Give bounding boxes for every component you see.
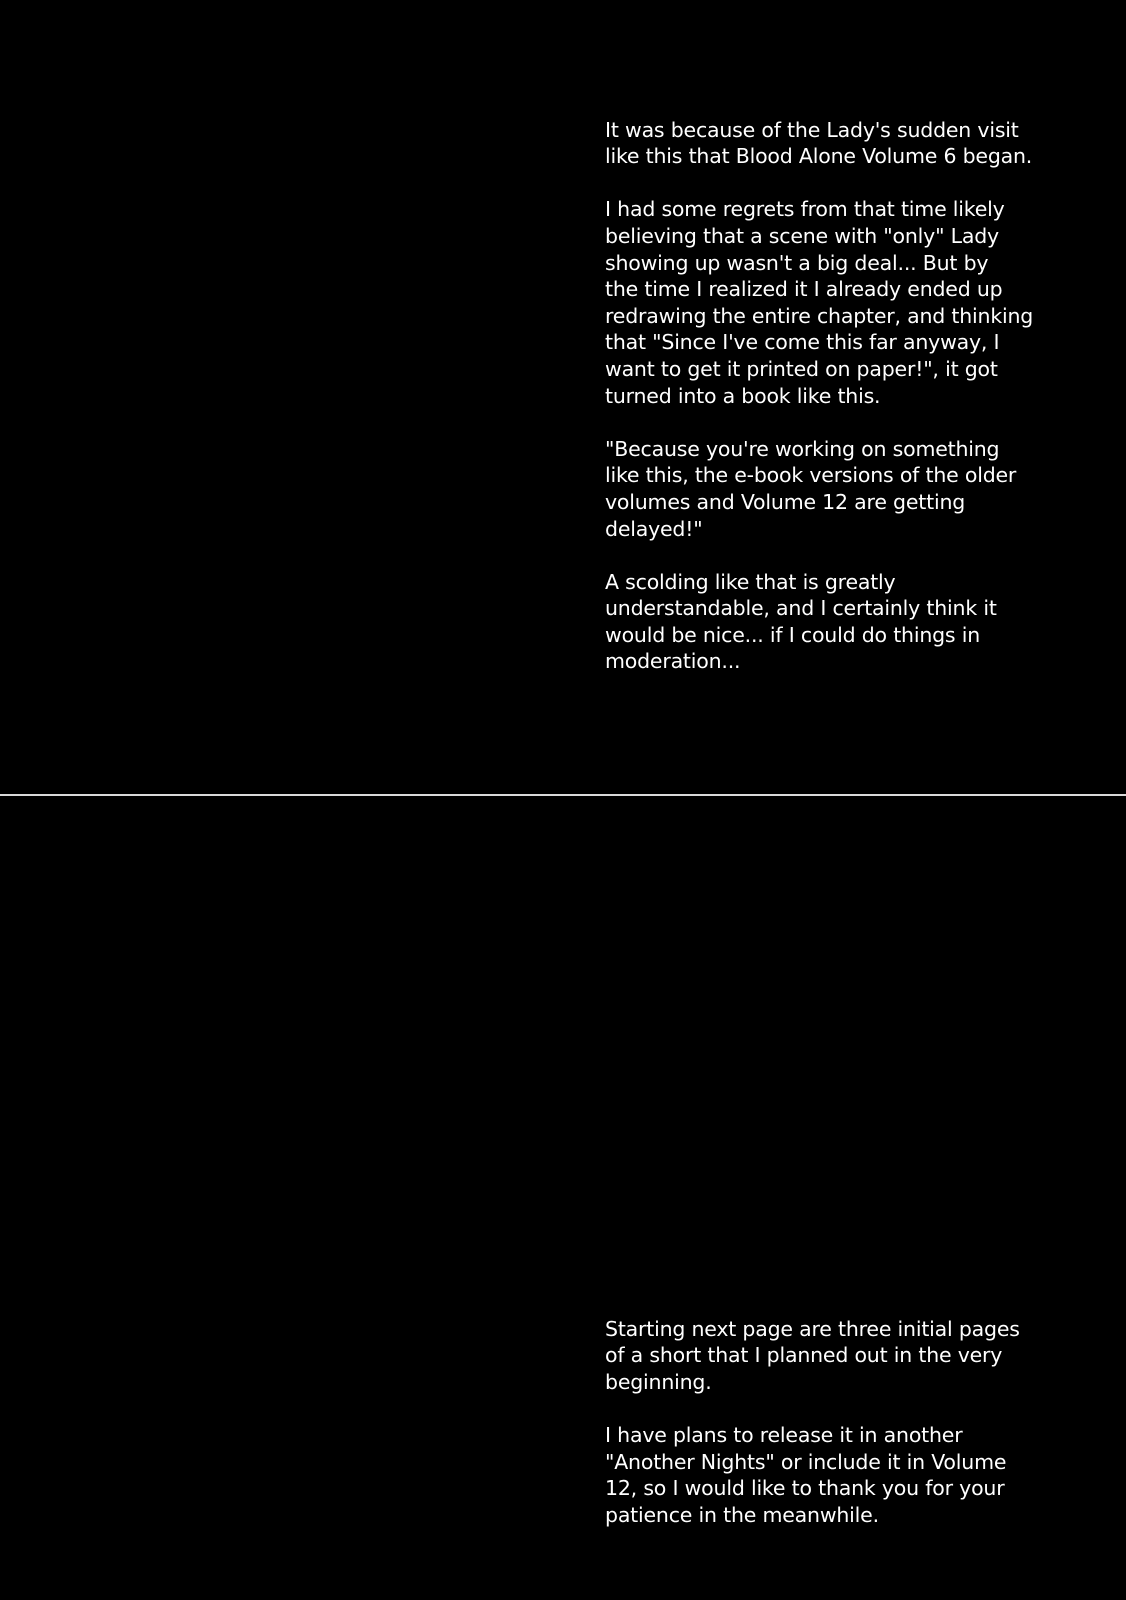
top-text-block [605,90,1110,702]
top-paragraph-4: A scolding like that is greatly understandable, and I certainly think it would be nice... if I could do things in moderation... [605,569,997,674]
top-paragraph-2: I had some regrets from that time likely believing that a scene with "only" Lady showing up wasn't a big deal... But by the time I realized it I already ended up redrawing the entire chapter, and thinking that "Since I've come this far anyway, I want to get it printed on paper!", it got turned into a book like this. [605,197,1034,408]
bottom-paragraph-1: Starting next page are three initial pages of a short that I planned out in the very beginning. [605,1316,1020,1394]
top-paragraph-1: It was because of the Lady's sudden visit like this that Blood Alone Volume 6 began. [605,117,1033,169]
top-paragraph-3: "Because you're working on something like this, the e-book versions of the older volumes and Volume 12 are getting delayed!" [605,436,1017,541]
bottom-paragraph-2: I have plans to release it in another "Another Nights" or include it in Volume 12, so I would like to thank you for your patience in the meanwhile. [605,1422,1007,1527]
bottom-text-block [605,1289,1110,1555]
